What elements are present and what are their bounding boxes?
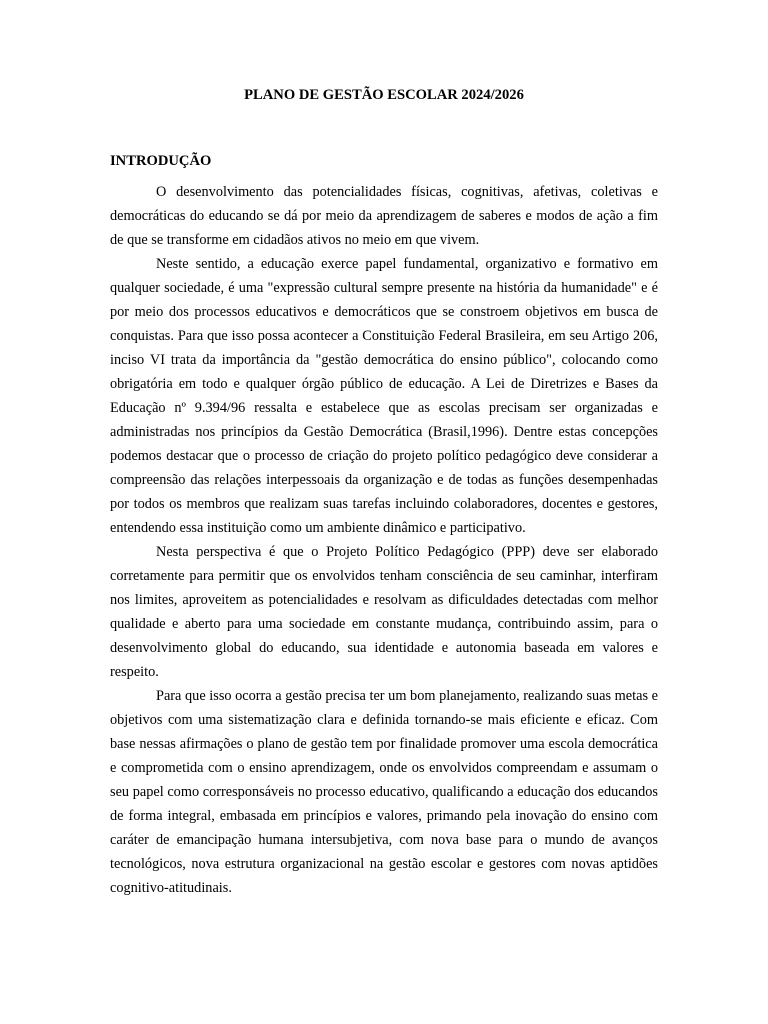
paragraph-2: Neste sentido, a educação exerce papel fundamental, organizativo e formativo em qualquer sociedade, é uma "expressão cultural sempre presente na história da humanidade" e é por meio dos processos educativos e democráticos que se constroem objetivos em busca de conquistas. Para que isso possa acontecer a Constituição Federal Brasileira, em seu Artigo 206, inciso VI trata da importância da "gestão democrática do ensino público", colocando como obrigatória em todo e qualquer órgão público de educação. A Lei de Diretrizes e Bases da Educação nº 9.394/96 ressalta e estabelece que as escolas precisam ser organizadas e administradas nos princípios da Gestão Democrática (Brasil,1996). Dentre estas concepções podemos destacar que o processo de criação do projeto político pedagógico deve considerar a compreensão das relações interpessoais da organização e de todas as funções desempenhadas por todos os membros que realizam suas tarefas incluindo colaboradores, docentes e gestores, entendendo essa instituição como um ambiente dinâmico e participativo. [110, 256, 658, 536]
section-heading-introduction: INTRODUÇÃO [110, 153, 212, 169]
paragraph-3: Nesta perspectiva é que o Projeto Político Pedagógico (PPP) deve ser elaborado corretamente para permitir que os envolvidos tenham consciência de seu caminhar, interfiram nos limites, aproveitem as potencialidades e resolvam as dificuldades detectadas com melhor qualidade e aberto para uma sociedade em constante mudança, contribuindo assim, para o desenvolvimento global do educando, sua identidade e autonomia baseada em valores e respeito. [110, 544, 658, 680]
document-title: PLANO DE GESTÃO ESCOLAR 2024/2026 [244, 87, 524, 103]
document-page [110, 0, 658, 900]
paragraph-1: O desenvolvimento das potencialidades físicas, cognitivas, afetivas, coletivas e democráticas do educando se dá por meio da aprendizagem de saberes e modos de ação a fim de que se transforme em cidadãos ativos no meio em que vivem. [110, 184, 658, 248]
paragraph-4: Para que isso ocorra a gestão precisa ter um bom planejamento, realizando suas metas e objetivos com uma sistematização clara e definida tornando-se mais eficiente e eficaz. Com base nessas afirmações o plano de gestão tem por finalidade promover uma escola democrática e comprometida com o ensino aprendizagem, onde os envolvidos compreendam e assumam o seu papel como corresponsáveis no processo educativo, qualificando a educação dos educandos de forma integral, embasada em princípios e valores, primando pela inovação do ensino com caráter de emancipação humana intersubjetiva, com nova base para o mundo de avanços tecnológicos, nova estrutura organizacional na gestão escolar e gestores com novas aptidões cognitivo-atitudinais. [110, 688, 658, 896]
introduction-body [110, 180, 658, 900]
